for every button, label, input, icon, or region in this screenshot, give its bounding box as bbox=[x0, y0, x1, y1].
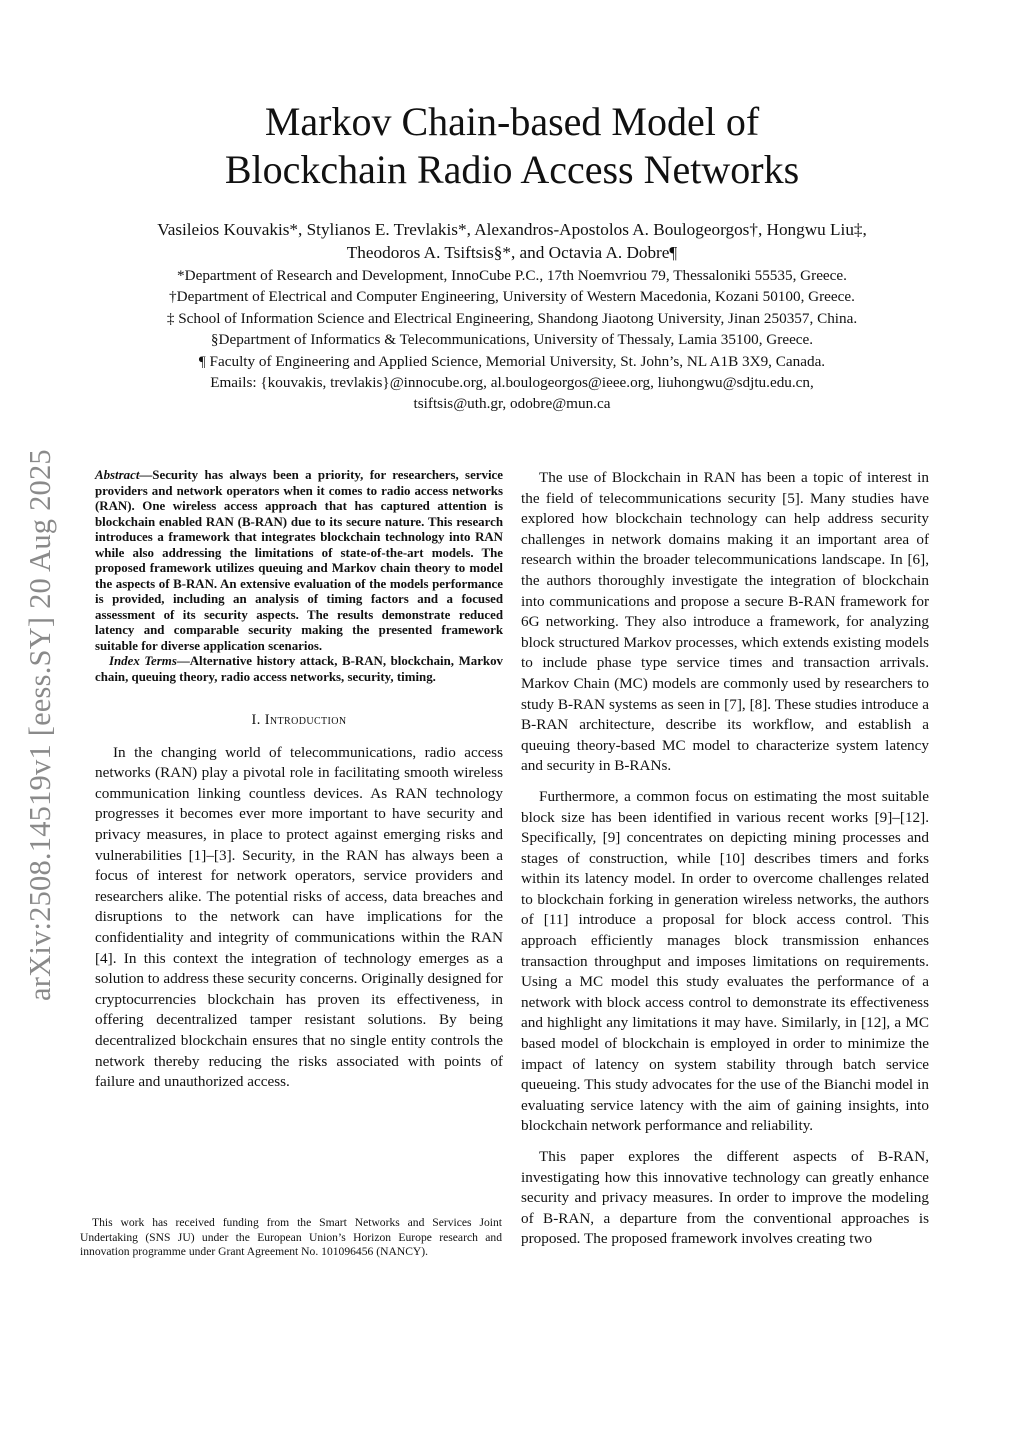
emails-line-2: tsiftsis@uth.gr, odobre@mun.ca bbox=[413, 395, 611, 413]
affiliation-innocube: *Department of Research and Development, InnoCube P.C., 17th Noemvriou 79, Thessaloniki 55535, Greece. bbox=[177, 267, 847, 284]
affiliation-thessaly: §Department of Informatics & Telecommunications, University of Thessaly, Lamia 35100, Greece. bbox=[210, 331, 814, 349]
affiliation-shandong-jiaotong: ‡ School of Information Science and Electrical Engineering, Shandong Jiaotong University, Jinan 250357, China. bbox=[166, 309, 858, 327]
affiliation-western-macedonia: †Department of Electrical and Computer Engineering, University of Western Macedonia, Kozani 50100, Greece. bbox=[169, 288, 855, 306]
abstract-text: —Security has always been a priority, for researchers, service providers and network operators when it comes to radio access networks (RAN). One wireless access approach that has captured attention is blockchain enabled RAN (B-RAN) due to its secure nature. This research introduces a framework that integrates blockchain technology into RAN while also addressing the limitations of state-of-the-art models. The proposed framework utilizes queuing and Markov chain theory to model the aspects of B-RAN. An extensive evaluation of the models performance is provided, including an analysis of timing factors and a focused assessment of its security aspects. The results demonstrate reduced latency and comparable security making the presented framework suitable for diverse application scenarios. bbox=[95, 468, 503, 653]
index-terms-label: Index Terms bbox=[109, 654, 177, 668]
left-column bbox=[95, 468, 503, 1093]
index-terms bbox=[95, 654, 503, 685]
right-column bbox=[521, 468, 929, 1250]
index-terms-text: —Alternative history attack, B-RAN, blockchain, Markov chain, queuing theory, radio access networks, security, timing. bbox=[95, 654, 503, 684]
section-number: I. bbox=[251, 712, 265, 728]
emails-line-1: Emails: {kouvakis, trevlakis}@innocube.org, al.boulogeorgos@ieee.org, liuhongwu@sdjtu.edu.cn, bbox=[210, 374, 814, 392]
intro-paragraph-2: The use of Blockchain in RAN has been a topic of interest in the field of telecommunications security [5]. Many studies have explored how blockchain technology can help address security challenges in network domains making it an important area of research within the broader telecommunications landscape. In [6], the authors thoroughly investigate the integration of blockchain into communications and propose a secure B-RAN framework for 6G networking. They also introduce a framework, for analyzing block structured Markov processes, which extends existing models to include phase type service times and transaction arrivals. Markov Chain (MC) models are commonly used by researchers to study B-RAN systems as seen in [7], [8]. These studies introduce a B-RAN architecture, describe its workflow, and establish a queuing theory-based MC model to characterize system latency and security in B-RANs. bbox=[521, 469, 929, 775]
affiliation-memorial: ¶ Faculty of Engineering and Applied Science, Memorial University, St. John’s, NL A1B 3X9, Canada. bbox=[198, 352, 826, 370]
paper-title-line-1: Markov Chain-based Model of bbox=[264, 99, 760, 144]
author-list bbox=[90, 218, 934, 264]
section-heading-introduction bbox=[95, 710, 503, 731]
paper-title-line-2: Blockchain Radio Access Networks bbox=[224, 147, 800, 192]
intro-paragraph-4: This paper explores the different aspects of B-RAN, investigating how this innovative technology can greatly enhance security and privacy measures. In order to improve the modeling of B-RAN, a departure from the conventional approaches is proposed. The proposed framework involves creating two bbox=[521, 1148, 929, 1248]
affiliation-list bbox=[90, 265, 934, 415]
abstract-label: Abstract bbox=[95, 468, 140, 482]
author-line-1: Vasileios Kouvakis*, Stylianos E. Trevlakis*, Alexandros-Apostolos A. Boulogeorgos†, Hongwu Liu‡, bbox=[157, 220, 867, 239]
intro-paragraph-3: Furthermore, a common focus on estimating the most suitable block size has been identified in various recent works [9]–[12]. Specifically, [9] concentrates on depicting mining processes and stages of construction, while [10] describes timers and forks within its latency model. In order to overcome challenges related to blockchain forking in generation wireless networks, the authors of [11] introduce a proposal for block access control. This approach efficiently manages block transmission enhances transaction throughput and imposes limitations on requirements. Using a MC model this study evaluates the performance of a network with block access control to demonstrate its effectiveness and highlight any limitations it may have. Similarly, in [12], a MC based model of blockchain is employed in order to minimize the impact of latency on system stability through batch service queueing. This study advocates for the use of the Bianchi model in evaluating service latency with the aim of gaining insights, into blockchain network performance and reliability. bbox=[521, 787, 929, 1135]
abstract bbox=[95, 468, 503, 654]
section-title: Introduction bbox=[264, 712, 347, 728]
intro-paragraph-1: In the changing world of telecommunications, radio access networks (RAN) play a pivotal role in facilitating smooth wireless communication linking countless devices. As RAN technology progresses it becomes ever more important to have security and privacy measures, in place to protect against emerging risks and vulnerabilities [1]–[3]. Security, in the RAN has always been a focus of interest for network operators, service providers and researchers alike. The potential risks of access, data breaches and disruptions to the network can have implications for the confidentiality and integrity of communications within the RAN [4]. In this context the integration of technology emerges as a solution to address these security concerns. Originally designed for cryptocurrencies blockchain has proven its effectiveness, in offering decentralized tamper resistant solutions. By being decentralized blockchain ensures that no single entity controls the network thereby reducing the risks associated with points of failure and unauthorized access. bbox=[95, 743, 503, 1091]
author-line-2: Theodoros A. Tsiftsis§*, and Octavia A. Dobre¶ bbox=[346, 243, 678, 262]
arxiv-identifier-stamp: arXiv:2508.14519v1 [eess.SY] 20 Aug 2025 bbox=[23, 449, 57, 1001]
funding-footnote: This work has received funding from the Smart Networks and Services Joint Undertaking (SNS JU) under the European Union’s Horizon Europe research and innovation programme under Grant Agreement No. 101096456 (NANCY). bbox=[80, 1216, 502, 1259]
paper-title bbox=[100, 98, 924, 194]
